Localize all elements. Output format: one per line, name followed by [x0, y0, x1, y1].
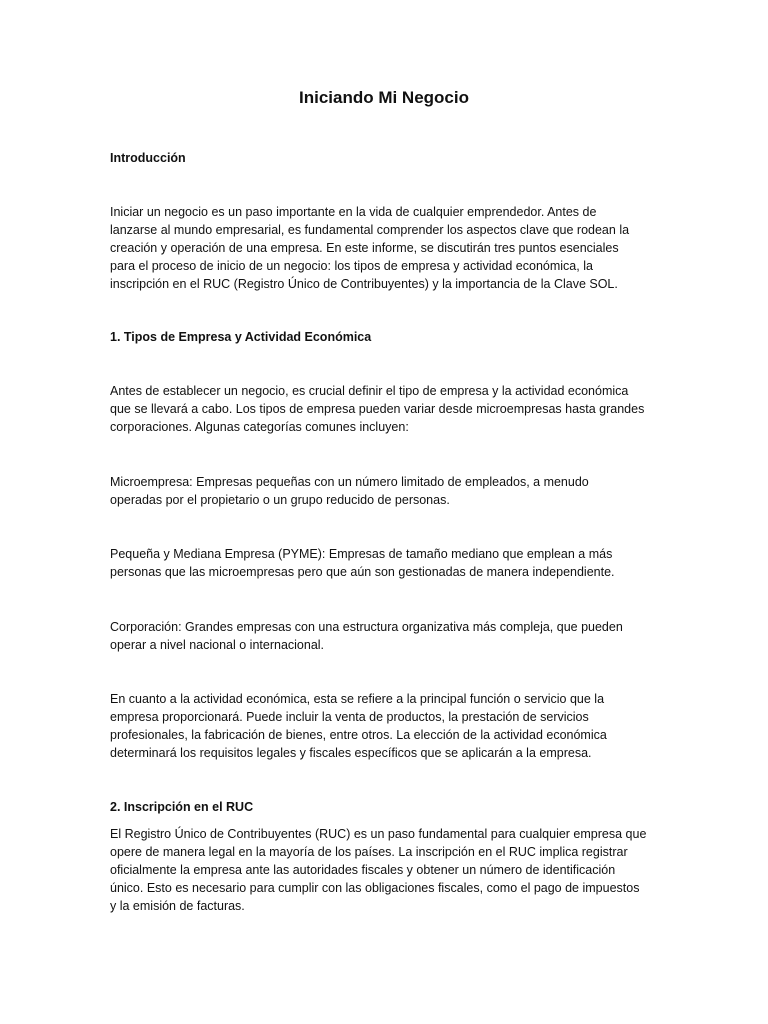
text-line: corporaciones. Algunas categorías comunes incluyen:: [110, 420, 409, 434]
section1-paragraph: [110, 382, 670, 436]
text-line: personas que las microempresas pero que aún son gestionadas de manera independiente.: [110, 565, 615, 579]
text-line: y la emisión de facturas.: [110, 899, 245, 913]
text-line: oficialmente la empresa ante las autoridades fiscales y obtener un número de identificación: [110, 863, 616, 877]
text-line: lanzarse al mundo empresarial, es fundamental comprender los aspectos clave que rodean la: [110, 223, 630, 237]
document-title: Iniciando Mi Negocio: [298, 88, 469, 107]
intro-paragraph: [110, 203, 670, 293]
section1-heading: 1. Tipos de Empresa y Actividad Económica: [110, 330, 372, 344]
text-line: inscripción en el RUC (Registro Único de Contribuyentes) y la importancia de la Clave SOL.: [110, 277, 618, 291]
text-line: para el proceso de inicio de un negocio: los tipos de empresa y actividad económica, la: [110, 259, 593, 273]
corporacion-paragraph: [110, 618, 670, 654]
text-line: profesionales, la fabricación de bienes, entre otros. La elección de la actividad económica: [110, 728, 607, 742]
section2-paragraph: [110, 825, 670, 915]
text-line: Iniciar un negocio es un paso importante en la vida de cualquier emprendedor. Antes de: [110, 205, 597, 219]
text-line: Corporación: Grandes empresas con una estructura organizativa más compleja, que pueden: [110, 620, 623, 634]
text-line: operar a nivel nacional o internacional.: [110, 638, 325, 652]
text-line: que se llevará a cabo. Los tipos de empresa pueden variar desde microempresas hasta grandes: [110, 402, 645, 416]
microempresa-paragraph: [110, 473, 670, 509]
text-line: Antes de establecer un negocio, es crucial definir el tipo de empresa y la actividad económica: [110, 384, 629, 398]
pyme-paragraph: [110, 545, 670, 581]
text-line: En cuanto a la actividad económica, esta se refiere a la principal función o servicio que la: [110, 692, 605, 706]
text-line: empresa proporcionará. Puede incluir la venta de productos, la prestación de servicios: [110, 710, 589, 724]
section2-heading: 2. Inscripción en el RUC: [110, 800, 254, 814]
text-line: único. Esto es necesario para cumplir con las obligaciones fiscales, como el pago de impuestos: [110, 881, 640, 895]
text-line: creación y operación de una empresa. En este informe, se discutirán tres puntos esenciales: [110, 241, 619, 255]
text-line: Pequeña y Mediana Empresa (PYME): Empresas de tamaño mediano que emplean a más: [110, 547, 613, 561]
actividad-paragraph: [110, 690, 670, 762]
intro-heading: Introducción: [110, 151, 186, 165]
text-line: El Registro Único de Contribuyentes (RUC) es un paso fundamental para cualquier empresa que: [110, 827, 647, 841]
text-line: opere de manera legal en la mayoría de los países. La inscripción en el RUC implica registrar: [110, 845, 628, 859]
text-line: Microempresa: Empresas pequeñas con un número limitado de empleados, a menudo: [110, 475, 589, 489]
text-line: determinará los requisitos legales y fiscales específicos que se aplicarán a la empresa.: [110, 746, 592, 760]
text-line: operadas por el propietario o un grupo reducido de personas.: [110, 493, 450, 507]
